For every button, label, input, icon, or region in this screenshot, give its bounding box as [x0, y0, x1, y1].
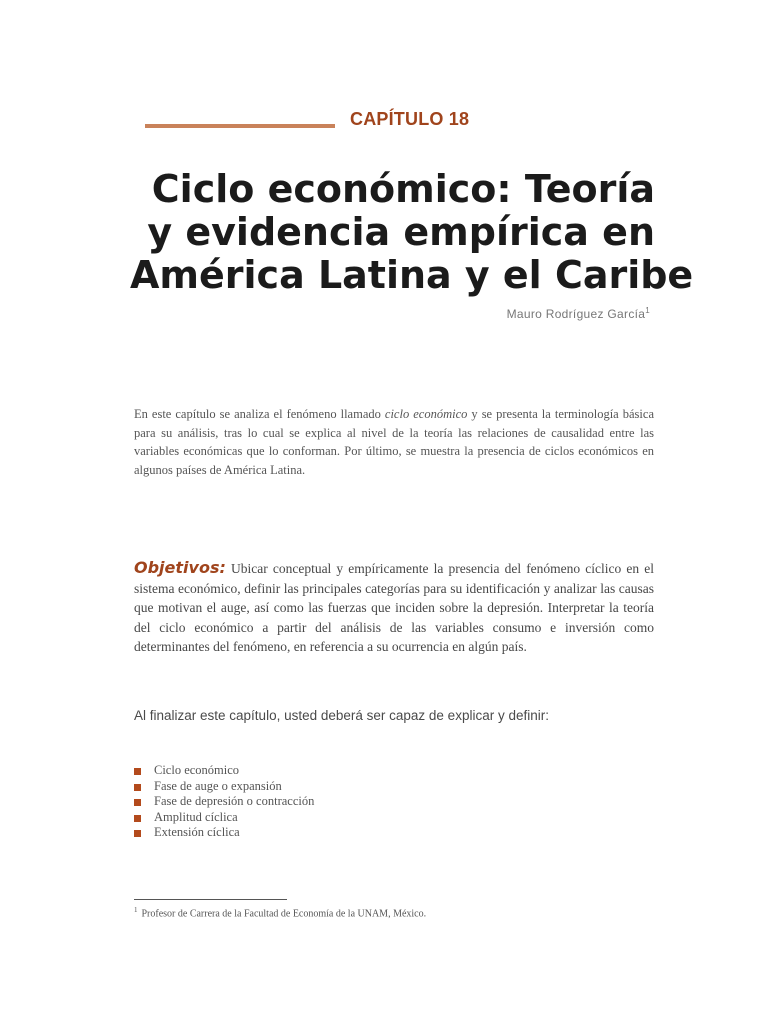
chapter-rule [145, 124, 335, 128]
list-item-text: Ciclo económico [154, 763, 240, 777]
square-bullet-icon [134, 784, 141, 791]
chapter-title [130, 167, 694, 297]
list-item [134, 794, 314, 810]
list-item-text: Extensión cíclica [154, 825, 240, 839]
square-bullet-icon [134, 799, 141, 806]
square-bullet-icon [134, 768, 141, 775]
abstract-before: En este capítulo se analiza el fenómeno llamado [134, 407, 385, 421]
list-item [134, 779, 314, 795]
objectives-paragraph [134, 558, 654, 657]
title-line-1: Ciclo económico: Teoría [151, 167, 655, 211]
learning-goals-lead: Al finalizar este capítulo, usted deberá ser capaz de explicar y definir: [134, 708, 549, 723]
objectives-label: Objetivos: [134, 558, 226, 577]
list-item-text: Fase de auge o expansión [154, 778, 282, 793]
list-item [134, 825, 314, 841]
footnote-rule [134, 899, 287, 900]
list-item [134, 763, 314, 779]
footnote-text: Profesor de Carrera de la Facultad de Economía de la UNAM, México. [141, 908, 427, 920]
list-item-text: Amplitud cíclica [154, 809, 238, 824]
list-item [134, 810, 314, 826]
footnote [134, 906, 426, 919]
author-footnote-mark: 1 [645, 306, 650, 315]
title-line-3: América Latina y el Caribe [130, 253, 694, 297]
objectives-text: Ubicar conceptual y empíricamente la presencia del fenómeno cíclico en el sistema económico, definir las principales categorías para su identificación y analizar las causas que motivan el auge, así como las fuerzas que inciden sobre la depresión. Interpretar la teoría del ciclo económico a partir del análisis de las variables consumo e inversión como determinantes del fenómeno, en referencia a su ocurrencia en algún país. [134, 561, 654, 654]
author-name: Mauro Rodríguez García [506, 307, 646, 321]
learning-goals-list [134, 763, 314, 841]
square-bullet-icon [134, 830, 141, 837]
abstract-term: ciclo económico [384, 407, 468, 421]
chapter-abstract [134, 405, 654, 479]
chapter-label: CAPÍTULO 18 [350, 109, 470, 129]
list-item-text: Fase de depresión o contracción [154, 794, 315, 808]
footnote-mark: 1 [134, 906, 138, 914]
abstract-after: y se presenta la terminología básica para su análisis, tras lo cual se explica al nivel de la teoría las relaciones de causalidad entre las variables económicas que lo conforman. Por último, se muestra la presencia de ciclos económicos en algunos países de América Latina. [134, 407, 654, 477]
title-line-2: y evidencia empírica en [147, 210, 655, 254]
square-bullet-icon [134, 815, 141, 822]
author [507, 306, 650, 321]
